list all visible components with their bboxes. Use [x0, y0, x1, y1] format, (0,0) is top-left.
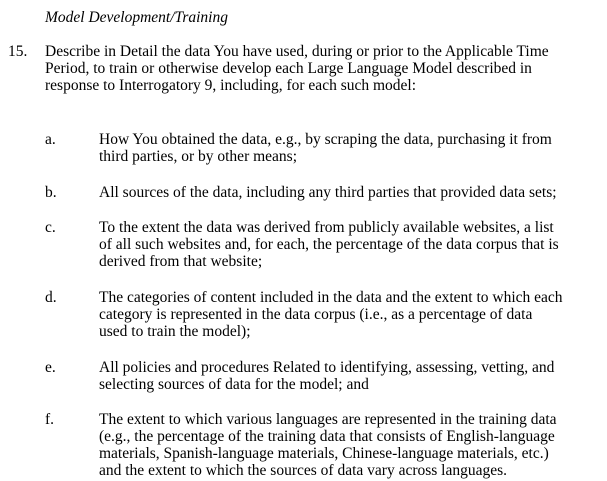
- subpart-line: selecting sources of data for the model; and: [99, 376, 369, 393]
- subpart-line: How You obtained the data, e.g., by scraping the data, purchasing it from: [99, 131, 552, 148]
- subpart-letter: b.: [45, 184, 57, 201]
- subpart-line: All policies and procedures Related to identifying, assessing, vetting, and: [99, 359, 555, 376]
- subpart-letter: e.: [45, 359, 56, 376]
- subpart-line: and the extent to which the sources of data vary across languages.: [99, 462, 508, 479]
- subpart-line: (e.g., the percentage of the training data that consists of English-language: [99, 428, 555, 445]
- subpart-text: [99, 411, 604, 479]
- subpart-text: [99, 219, 604, 270]
- subpart-letter: d.: [45, 289, 57, 306]
- subpart-line: materials, Spanish-language materials, Chinese-language materials, etc.): [99, 445, 549, 462]
- subpart-text: [99, 289, 604, 340]
- interrogatory-number: 15.: [8, 43, 28, 60]
- subpart-letter: c.: [45, 219, 56, 236]
- subpart-line: The categories of content included in the data and the extent to which each: [99, 289, 563, 306]
- subpart-line: To the extent the data was derived from publicly available websites, a list: [99, 219, 554, 236]
- subpart-line: derived from that website;: [99, 253, 263, 270]
- subpart-text: [99, 359, 604, 393]
- section-heading: Model Development/Training: [45, 9, 228, 26]
- subpart-line: of all such websites and, for each, the percentage of the data corpus that is: [99, 236, 559, 253]
- subpart-text: [99, 184, 604, 201]
- subpart-line: third parties, or by other means;: [99, 148, 298, 165]
- interrogatory-line: Describe in Detail the data You have used, during or prior to the Applicable Time: [45, 43, 549, 60]
- interrogatory-text: [45, 43, 605, 94]
- interrogatory-line: response to Interrogatory 9, including, for each such model:: [45, 77, 417, 94]
- interrogatory-line: Period, to train or otherwise develop each Large Language Model described in: [45, 60, 532, 77]
- subpart-letter: f.: [45, 411, 55, 428]
- subpart-text: [99, 131, 604, 165]
- subpart-line: category is represented in the data corpus (i.e., as a percentage of data: [99, 306, 533, 323]
- subpart-letter: a.: [45, 131, 56, 148]
- subpart-line: used to train the model);: [99, 323, 251, 340]
- subpart-line: All sources of the data, including any third parties that provided data sets;: [99, 184, 557, 201]
- subpart-line: The extent to which various languages are represented in the training data: [99, 411, 557, 428]
